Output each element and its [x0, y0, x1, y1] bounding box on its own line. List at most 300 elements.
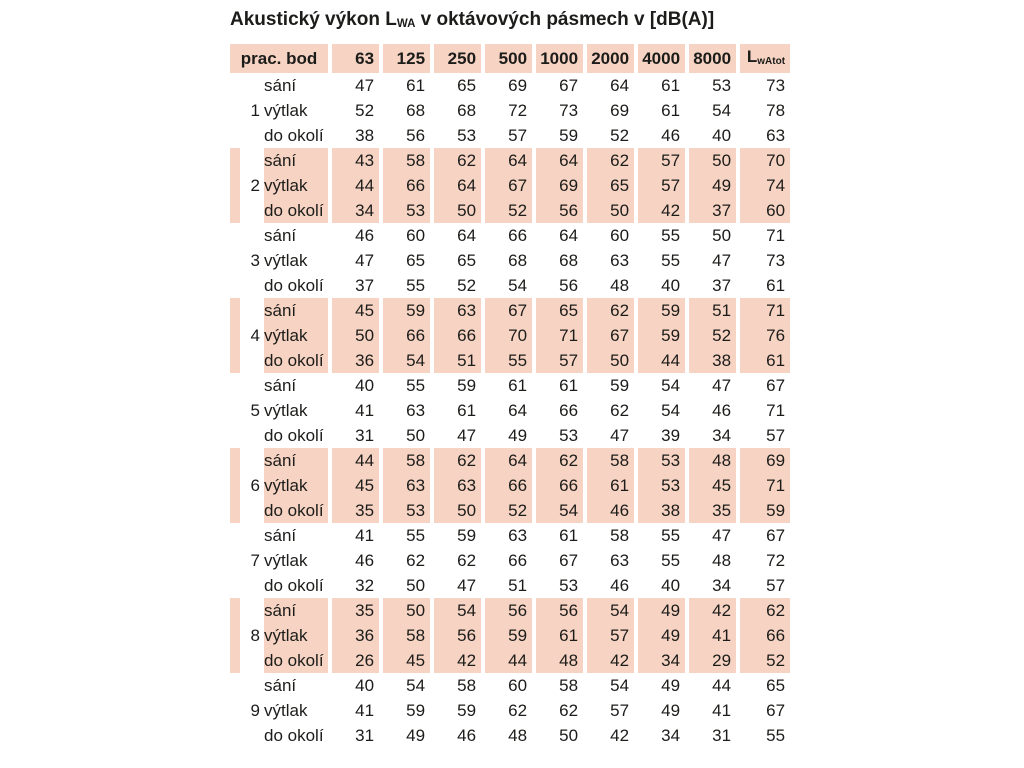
value-cell: 60 [610, 226, 630, 245]
value-cell: 46 [712, 401, 732, 420]
value-cell: 37 [712, 276, 732, 295]
value-cell: 73 [559, 101, 579, 120]
group-7-row-vytlak [230, 548, 790, 573]
value-cell: 68 [406, 101, 426, 120]
row-label: výtlak [264, 701, 308, 720]
row-label: do okolí [264, 276, 324, 295]
value-cell: 59 [457, 701, 477, 720]
value-cell: 61 [457, 401, 477, 420]
value-cell: 42 [689, 598, 736, 623]
col-header-lwatot [740, 44, 790, 73]
value-cell-lwatot: 72 [766, 551, 786, 570]
group-number [244, 348, 260, 373]
value-cell: 61 [587, 473, 634, 498]
title-suffix: v oktávových pásmech v [dB(A)] [415, 9, 715, 30]
title-text: Akustický výkon L [230, 9, 397, 30]
value-cell: 38 [355, 126, 375, 145]
group-number [244, 148, 260, 173]
value-cell: 39 [661, 426, 681, 445]
value-cell: 67 [559, 551, 579, 570]
value-cell: 49 [689, 173, 736, 198]
group-number: 6 [244, 473, 260, 498]
col-header-8000: 8000 [689, 44, 736, 73]
value-cell: 60 [406, 226, 426, 245]
group-strip [230, 698, 240, 723]
row-label: sání [264, 226, 297, 245]
value-cell: 51 [434, 348, 481, 373]
value-cell: 63 [610, 551, 630, 570]
value-cell: 46 [610, 576, 630, 595]
value-cell: 63 [610, 251, 630, 270]
value-cell: 72 [508, 101, 528, 120]
group-5-row-sani [230, 373, 790, 398]
group-strip [230, 73, 240, 98]
row-label: sání [264, 526, 297, 545]
value-cell: 67 [559, 76, 579, 95]
value-cell: 44 [638, 348, 685, 373]
value-cell: 54 [610, 676, 630, 695]
value-cell: 43 [332, 148, 379, 173]
header-row [230, 44, 790, 73]
group-8-row-vytlak [230, 623, 790, 648]
value-cell: 70 [485, 323, 532, 348]
value-cell: 63 [406, 401, 426, 420]
value-cell: 41 [355, 701, 375, 720]
group-6-row-sani [230, 448, 790, 473]
value-cell: 56 [559, 276, 579, 295]
group-9-row-sani [230, 673, 790, 698]
row-label: do okolí [264, 126, 324, 145]
group-8-row-do-okoli [230, 648, 790, 673]
value-cell: 56 [485, 598, 532, 623]
value-cell: 57 [638, 173, 685, 198]
group-number: 5 [244, 398, 260, 423]
value-cell: 64 [610, 76, 630, 95]
value-cell: 66 [508, 226, 528, 245]
value-cell: 58 [383, 448, 430, 473]
group-1-row-do-okoli [230, 123, 790, 148]
row-label: sání [264, 448, 328, 473]
value-cell-lwatot: 67 [766, 376, 786, 395]
value-cell-lwatot: 69 [740, 448, 790, 473]
col-header-250: 250 [434, 44, 481, 73]
value-cell: 58 [383, 623, 430, 648]
value-cell: 50 [406, 576, 426, 595]
row-label: sání [264, 76, 297, 95]
value-cell: 50 [587, 348, 634, 373]
value-cell: 69 [536, 173, 583, 198]
value-cell: 61 [559, 526, 579, 545]
value-cell: 55 [661, 526, 681, 545]
group-strip [230, 198, 240, 223]
col-header-2000: 2000 [587, 44, 634, 73]
row-label: sání [264, 676, 297, 695]
group-strip [230, 123, 240, 148]
value-cell: 55 [661, 226, 681, 245]
value-cell: 56 [536, 598, 583, 623]
value-cell-lwatot: 67 [766, 701, 786, 720]
value-cell: 67 [485, 298, 532, 323]
value-cell: 50 [383, 598, 430, 623]
group-strip [230, 548, 240, 573]
group-4-row-do-okoli [230, 348, 790, 373]
group-strip [230, 348, 240, 373]
group-3-row-sani [230, 223, 790, 248]
value-cell: 50 [434, 498, 481, 523]
value-cell: 64 [457, 226, 477, 245]
value-cell: 48 [536, 648, 583, 673]
value-cell: 54 [587, 598, 634, 623]
value-cell: 64 [485, 448, 532, 473]
value-cell: 42 [434, 648, 481, 673]
row-label: do okolí [264, 348, 328, 373]
value-cell: 61 [508, 376, 528, 395]
value-cell: 47 [712, 376, 732, 395]
value-cell: 53 [383, 498, 430, 523]
row-label: výtlak [264, 401, 308, 420]
value-cell: 65 [457, 76, 477, 95]
value-cell: 51 [689, 298, 736, 323]
value-cell: 47 [610, 426, 630, 445]
value-cell: 59 [457, 526, 477, 545]
value-cell: 52 [689, 323, 736, 348]
value-cell: 57 [638, 148, 685, 173]
value-cell: 55 [661, 551, 681, 570]
value-cell: 42 [610, 726, 630, 745]
group-number: 9 [244, 698, 260, 723]
group-number [244, 423, 260, 448]
value-cell: 49 [508, 426, 528, 445]
value-cell-lwatot: 70 [740, 148, 790, 173]
value-cell: 48 [508, 726, 528, 745]
value-cell: 35 [332, 498, 379, 523]
value-cell: 62 [406, 551, 426, 570]
group-strip [230, 498, 240, 523]
value-cell: 55 [485, 348, 532, 373]
row-label: do okolí [264, 726, 324, 745]
value-cell: 52 [485, 498, 532, 523]
value-cell-lwatot: 61 [766, 276, 786, 295]
group-3-row-vytlak [230, 248, 790, 273]
value-cell: 64 [508, 401, 528, 420]
value-cell: 62 [587, 148, 634, 173]
value-cell: 51 [508, 576, 528, 595]
value-cell: 40 [712, 126, 732, 145]
value-cell-lwatot: 76 [740, 323, 790, 348]
value-cell: 65 [406, 251, 426, 270]
value-cell: 66 [508, 551, 528, 570]
value-cell-lwatot: 57 [766, 576, 786, 595]
group-strip [230, 148, 240, 173]
value-cell: 58 [559, 676, 579, 695]
value-cell: 50 [587, 198, 634, 223]
value-cell: 64 [536, 148, 583, 173]
value-cell-lwatot: 59 [740, 498, 790, 523]
row-label: sání [264, 376, 297, 395]
group-strip [230, 298, 240, 323]
value-cell-lwatot: 65 [766, 676, 786, 695]
value-cell: 55 [406, 376, 426, 395]
value-cell: 53 [457, 126, 477, 145]
value-cell: 56 [406, 126, 426, 145]
value-cell: 62 [587, 298, 634, 323]
value-cell: 68 [508, 251, 528, 270]
value-cell: 46 [587, 498, 634, 523]
lwatot-subscript: wAtot [757, 56, 786, 67]
table-title [230, 9, 714, 31]
value-cell: 58 [610, 526, 630, 545]
value-cell: 66 [559, 401, 579, 420]
value-cell-lwatot: 71 [766, 226, 786, 245]
value-cell: 40 [355, 376, 375, 395]
value-cell: 65 [587, 173, 634, 198]
value-cell: 37 [689, 198, 736, 223]
value-cell: 41 [355, 526, 375, 545]
value-cell: 42 [587, 648, 634, 673]
value-cell: 59 [610, 376, 630, 395]
value-cell: 54 [661, 401, 681, 420]
group-strip [230, 248, 240, 273]
group-number: 3 [244, 248, 260, 273]
value-cell: 48 [689, 448, 736, 473]
value-cell: 41 [355, 401, 375, 420]
value-cell-lwatot: 57 [766, 426, 786, 445]
row-label: do okolí [264, 198, 328, 223]
value-cell-lwatot: 52 [740, 648, 790, 673]
value-cell: 62 [434, 148, 481, 173]
group-strip [230, 223, 240, 248]
value-cell: 47 [355, 251, 375, 270]
group-number [244, 298, 260, 323]
group-number: 2 [244, 173, 260, 198]
value-cell: 44 [712, 676, 732, 695]
value-cell-lwatot: 73 [766, 76, 786, 95]
value-cell: 45 [689, 473, 736, 498]
value-cell: 57 [508, 126, 528, 145]
value-cell: 66 [434, 323, 481, 348]
group-strip [230, 648, 240, 673]
value-cell: 31 [712, 726, 732, 745]
value-cell: 57 [610, 701, 630, 720]
value-cell: 55 [406, 276, 426, 295]
lwatot-main: L [746, 47, 758, 66]
value-cell: 47 [712, 526, 732, 545]
value-cell: 52 [610, 126, 630, 145]
group-1-row-sani [230, 73, 790, 98]
row-label: výtlak [264, 251, 308, 270]
row-label: výtlak [264, 473, 328, 498]
value-cell: 59 [406, 701, 426, 720]
col-header-1000: 1000 [536, 44, 583, 73]
value-cell: 54 [661, 376, 681, 395]
value-cell: 58 [383, 148, 430, 173]
group-strip [230, 623, 240, 648]
value-cell: 59 [638, 298, 685, 323]
value-cell: 45 [383, 648, 430, 673]
group-number: 8 [244, 623, 260, 648]
value-cell: 31 [355, 726, 375, 745]
value-cell: 46 [457, 726, 477, 745]
value-cell: 66 [485, 473, 532, 498]
value-cell: 47 [457, 576, 477, 595]
row-label: do okolí [264, 576, 324, 595]
group-7-row-do-okoli [230, 573, 790, 598]
value-cell: 52 [355, 101, 375, 120]
row-label: výtlak [264, 623, 328, 648]
group-number: 1 [244, 98, 260, 123]
col-header-4000: 4000 [638, 44, 685, 73]
value-cell: 59 [457, 376, 477, 395]
value-cell: 50 [406, 426, 426, 445]
value-cell: 64 [559, 226, 579, 245]
group-strip [230, 473, 240, 498]
row-label: sání [264, 298, 328, 323]
value-cell: 35 [332, 598, 379, 623]
row-label: výtlak [264, 323, 328, 348]
value-cell: 50 [332, 323, 379, 348]
group-number [244, 523, 260, 548]
row-label: sání [264, 598, 328, 623]
group-strip [230, 398, 240, 423]
value-cell: 42 [638, 198, 685, 223]
value-cell-lwatot: 63 [766, 126, 786, 145]
value-cell: 40 [661, 576, 681, 595]
value-cell: 49 [638, 598, 685, 623]
value-cell: 62 [434, 448, 481, 473]
value-cell: 55 [406, 526, 426, 545]
group-4-row-sani [230, 298, 790, 323]
group-6-row-vytlak [230, 473, 790, 498]
group-5-row-do-okoli [230, 423, 790, 448]
value-cell: 46 [355, 551, 375, 570]
group-number [244, 723, 260, 748]
value-cell: 56 [536, 198, 583, 223]
value-cell-lwatot: 71 [740, 298, 790, 323]
value-cell-lwatot: 67 [766, 526, 786, 545]
value-cell: 45 [332, 473, 379, 498]
value-cell: 44 [485, 648, 532, 673]
group-number: 7 [244, 548, 260, 573]
value-cell: 34 [332, 198, 379, 223]
value-cell: 34 [638, 648, 685, 673]
value-cell: 49 [661, 676, 681, 695]
value-cell-lwatot: 73 [766, 251, 786, 270]
value-cell: 66 [536, 473, 583, 498]
value-cell: 69 [508, 76, 528, 95]
value-cell: 53 [559, 576, 579, 595]
value-cell-lwatot: 61 [740, 348, 790, 373]
title-subscript: WA [396, 18, 416, 30]
group-3-row-do-okoli [230, 273, 790, 298]
value-cell: 29 [689, 648, 736, 673]
row-label: do okolí [264, 648, 328, 673]
value-cell: 54 [536, 498, 583, 523]
value-cell: 59 [383, 298, 430, 323]
value-cell: 59 [559, 126, 579, 145]
value-cell-lwatot: 66 [740, 623, 790, 648]
value-cell: 46 [355, 226, 375, 245]
value-cell: 36 [332, 623, 379, 648]
group-strip [230, 723, 240, 748]
group-strip [230, 323, 240, 348]
value-cell: 53 [638, 473, 685, 498]
row-label: do okolí [264, 426, 324, 445]
value-cell: 47 [712, 251, 732, 270]
group-number [244, 573, 260, 598]
group-strip [230, 98, 240, 123]
value-cell: 67 [485, 173, 532, 198]
group-strip [230, 173, 240, 198]
group-6-row-do-okoli [230, 498, 790, 523]
group-strip [230, 673, 240, 698]
group-number [244, 273, 260, 298]
group-1-row-vytlak [230, 98, 790, 123]
value-cell-lwatot: 78 [766, 101, 786, 120]
value-cell: 36 [332, 348, 379, 373]
group-2-row-sani [230, 148, 790, 173]
value-cell: 65 [536, 298, 583, 323]
value-cell: 34 [712, 426, 732, 445]
group-strip [230, 423, 240, 448]
group-number [244, 373, 260, 398]
value-cell: 66 [383, 323, 430, 348]
value-cell: 52 [485, 198, 532, 223]
value-cell: 58 [587, 448, 634, 473]
group-2-row-vytlak [230, 173, 790, 198]
group-strip [230, 573, 240, 598]
value-cell: 45 [332, 298, 379, 323]
value-cell: 60 [508, 676, 528, 695]
value-cell: 54 [508, 276, 528, 295]
value-cell: 62 [559, 701, 579, 720]
group-number: 4 [244, 323, 260, 348]
col-header-63: 63 [332, 44, 379, 73]
value-cell: 53 [383, 198, 430, 223]
value-cell: 40 [355, 676, 375, 695]
value-cell: 34 [712, 576, 732, 595]
value-cell: 67 [587, 323, 634, 348]
value-cell: 62 [610, 401, 630, 420]
row-label: do okolí [264, 498, 328, 523]
acoustic-power-table [226, 44, 794, 748]
value-cell: 44 [332, 173, 379, 198]
value-cell: 53 [638, 448, 685, 473]
value-cell: 41 [712, 701, 732, 720]
col-header-500: 500 [485, 44, 532, 73]
table-body [230, 73, 790, 748]
value-cell: 46 [661, 126, 681, 145]
group-number [244, 73, 260, 98]
value-cell: 59 [485, 623, 532, 648]
value-cell: 38 [689, 348, 736, 373]
value-cell-lwatot: 71 [740, 473, 790, 498]
value-cell: 47 [457, 426, 477, 445]
value-cell: 62 [536, 448, 583, 473]
value-cell: 61 [661, 101, 681, 120]
value-cell: 34 [661, 726, 681, 745]
group-strip [230, 373, 240, 398]
group-2-row-do-okoli [230, 198, 790, 223]
value-cell: 32 [355, 576, 375, 595]
value-cell: 69 [610, 101, 630, 120]
col-header-prac-bod: prac. bod [230, 44, 328, 73]
value-cell-lwatot: 71 [766, 401, 786, 420]
value-cell-lwatot: 74 [740, 173, 790, 198]
group-number [244, 448, 260, 473]
value-cell: 62 [508, 701, 528, 720]
group-number [244, 648, 260, 673]
value-cell: 50 [689, 148, 736, 173]
